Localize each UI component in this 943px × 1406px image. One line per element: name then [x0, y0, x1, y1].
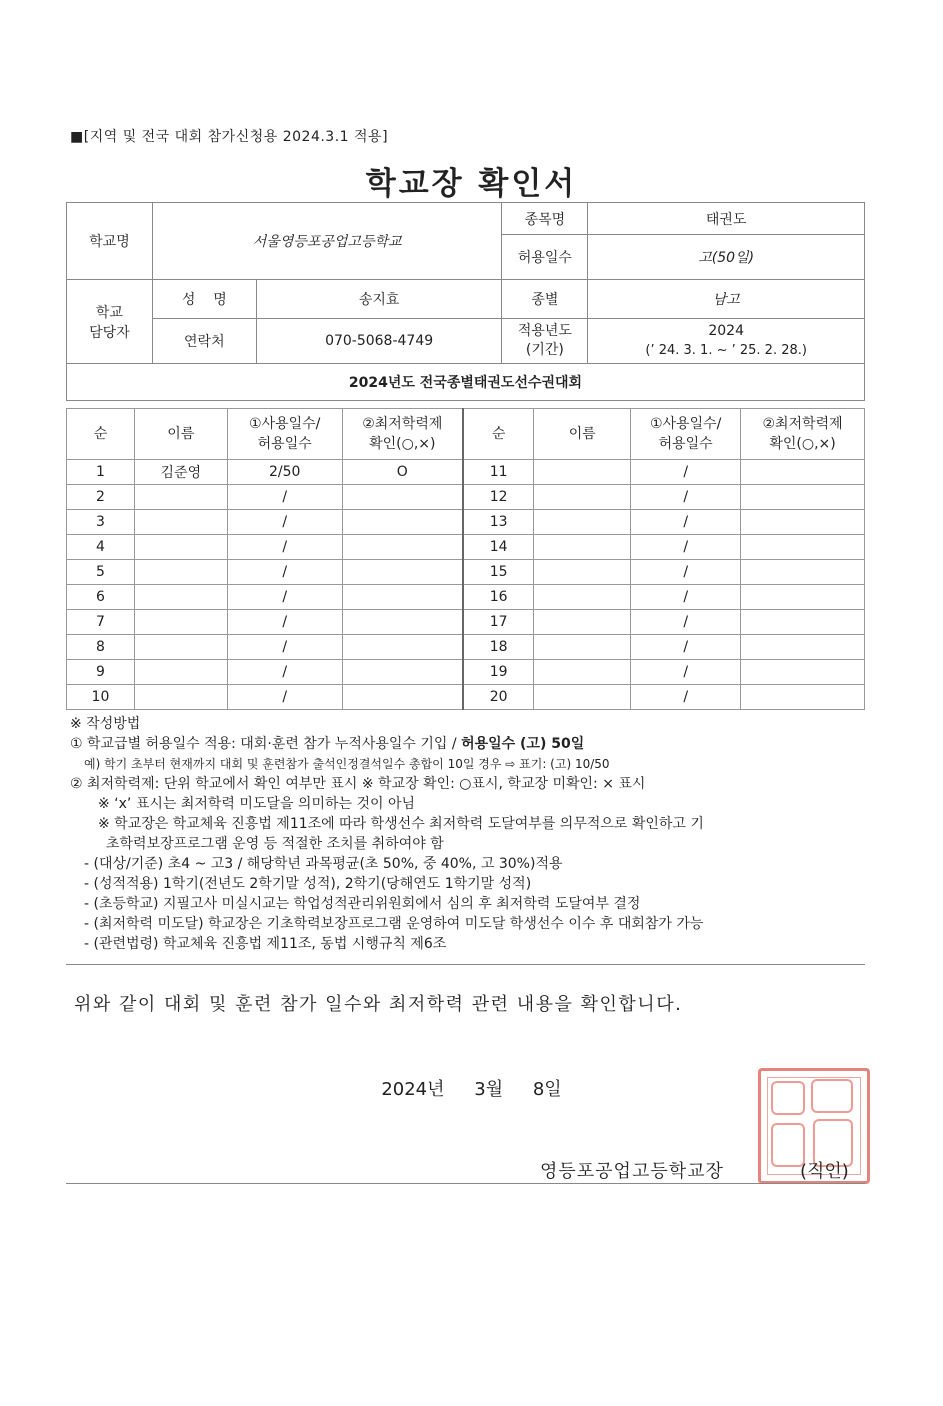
instruction-detail: - (성적적용) 1학기(전년도 2학기말 성적), 2학기(당해연도 1학기말 성적): [84, 876, 532, 892]
form-tag: ■[지역 및 전국 대회 참가신청용 2024.3.1 적용]: [70, 129, 389, 145]
min-academic-check: [342, 560, 463, 585]
used-days: /: [631, 560, 741, 585]
min-academic-check: [342, 585, 463, 610]
athlete-name: [534, 585, 631, 610]
used-days: /: [227, 535, 342, 560]
row-number: 10: [67, 685, 135, 710]
used-days: /: [227, 635, 342, 660]
date-year: 2024년: [381, 1079, 445, 1100]
applied-period-value: (’ 24. 3. 1. ~ ’ 25. 2. 28.): [645, 343, 807, 358]
instruction-detail: - (최저학력 미도달) 학교장은 기초학력보장프로그램 운영하여 미도달 학생선수 이수 후 대회참가 가능: [84, 916, 704, 932]
row-number: 19: [463, 660, 534, 685]
athlete-name: [134, 485, 227, 510]
athlete-list-table: [66, 408, 865, 710]
athlete-name: [134, 635, 227, 660]
min-academic-check: [741, 560, 865, 585]
used-days: /: [631, 660, 741, 685]
divider: [66, 1183, 865, 1184]
row-number: 9: [67, 660, 135, 685]
manager-name-label: 성 명: [152, 280, 256, 319]
athlete-name: [134, 660, 227, 685]
school-name-label: 학교명: [67, 203, 153, 280]
school-name-value: 서울영등포공업고등학교: [152, 203, 502, 280]
confirmation-text: 위와 같이 대회 및 훈련 참가 일수와 최저학력 관련 내용을 확인합니다.: [74, 994, 683, 1015]
min-academic-check: [342, 535, 463, 560]
athlete-row: [67, 460, 865, 485]
allowed-days-value: 고(50일): [588, 235, 865, 280]
athlete-row: [67, 635, 865, 660]
athlete-name: [134, 610, 227, 635]
athlete-name: [534, 485, 631, 510]
athlete-row: [67, 560, 865, 585]
date-day: 8일: [532, 1079, 562, 1100]
min-academic-check: [741, 585, 865, 610]
row-number: 7: [67, 610, 135, 635]
min-academic-check: [741, 460, 865, 485]
col-no-header: 순: [67, 409, 135, 460]
min-academic-check: [342, 485, 463, 510]
athlete-list-header: [67, 409, 865, 460]
min-academic-check: [741, 635, 865, 660]
manager-contact-value: 070-5068-4749: [256, 319, 502, 364]
min-academic-check: [741, 660, 865, 685]
row-number: 18: [463, 635, 534, 660]
athlete-row: [67, 610, 865, 635]
row-number: 8: [67, 635, 135, 660]
used-days: /: [227, 610, 342, 635]
used-days: /: [227, 560, 342, 585]
min-academic-check: [741, 510, 865, 535]
instruction-example: 예) 학기 초부터 현재까지 대회 및 훈련참가 출석인정결석일수 총합이 10일 경우 ⇨ 표기: (고) 10/50: [84, 757, 610, 771]
athlete-row: [67, 585, 865, 610]
used-days: /: [227, 685, 342, 710]
row-number: 1: [67, 460, 135, 485]
min-academic-check: [741, 610, 865, 635]
row-number: 3: [67, 510, 135, 535]
instructions: [70, 714, 870, 954]
col-name-header: 이름: [534, 409, 631, 460]
min-academic-check: [342, 510, 463, 535]
signer-name: 영등포공업고등학교장: [540, 1161, 724, 1182]
athlete-row: [67, 660, 865, 685]
used-days: /: [227, 485, 342, 510]
athlete-name: [534, 535, 631, 560]
row-number: 17: [463, 610, 534, 635]
category-label: 종별: [502, 280, 588, 319]
instruction-note-a: ※ ‘x’ 표시는 최저학력 미도달을 의미하는 것이 아님: [98, 796, 416, 812]
used-days: /: [631, 610, 741, 635]
instructions-heading: ※ 작성방법: [70, 716, 141, 732]
athlete-name: [534, 460, 631, 485]
used-days: /: [227, 510, 342, 535]
row-number: 16: [463, 585, 534, 610]
min-academic-check: [741, 535, 865, 560]
col-check-header: ②최저학력제 확인(○,×): [342, 409, 463, 460]
instruction-detail: - (관련법령) 학교체육 진흥법 제11조, 동법 시행규칙 제6조: [84, 936, 447, 952]
row-number: 2: [67, 485, 135, 510]
min-academic-check: [342, 610, 463, 635]
row-number: 13: [463, 510, 534, 535]
used-days: /: [631, 485, 741, 510]
athlete-name: [534, 660, 631, 685]
col-days-header: ①사용일수/ 허용일수: [631, 409, 741, 460]
athlete-name: [534, 635, 631, 660]
athlete-name: [534, 685, 631, 710]
instruction-detail: - (초등학교) 지필고사 미실시교는 학업성적관리위원회에서 심의 후 최저학력 도달여부 결정: [84, 896, 641, 912]
instruction-item-1: ① 학교급별 허용일수 적용: 대회·훈련 참가 누적사용일수 기입 / 허용일수 (고) 50일: [70, 736, 585, 752]
row-number: 4: [67, 535, 135, 560]
athlete-name: [134, 560, 227, 585]
row-number: 5: [67, 560, 135, 585]
athlete-row: [67, 510, 865, 535]
col-check-header: ②최저학력제 확인(○,×): [741, 409, 865, 460]
athlete-name: [134, 685, 227, 710]
athlete-name: [134, 585, 227, 610]
row-number: 11: [463, 460, 534, 485]
instruction-note-b: ※ 학교장은 학교체육 진흥법 제11조에 따라 학생선수 최저학력 도달여부를 의무적으로 확인하고 기: [98, 816, 704, 832]
event-value: 태권도: [588, 203, 865, 235]
instruction-note-b-cont: 초학력보장프로그램 운영 등 적절한 조치를 취하여야 함: [106, 836, 444, 852]
used-days: /: [227, 585, 342, 610]
used-days: /: [631, 685, 741, 710]
min-academic-check: [741, 685, 865, 710]
row-number: 12: [463, 485, 534, 510]
athlete-name: [134, 535, 227, 560]
row-number: 14: [463, 535, 534, 560]
school-info-table: [66, 202, 865, 401]
athlete-row: [67, 485, 865, 510]
category-value: 남고: [588, 280, 865, 319]
used-days: /: [227, 660, 342, 685]
col-name-header: 이름: [134, 409, 227, 460]
used-days: /: [631, 585, 741, 610]
row-number: 6: [67, 585, 135, 610]
seal-label: (직인): [800, 1161, 849, 1182]
date-month: 3월: [474, 1079, 504, 1100]
used-days: /: [631, 635, 741, 660]
min-academic-check: [342, 660, 463, 685]
col-no-header: 순: [463, 409, 534, 460]
athlete-row: [67, 535, 865, 560]
competition-name: 2024년도 전국종별태권도선수권대회: [67, 364, 865, 401]
used-days: /: [631, 535, 741, 560]
applied-year-label: 적용년도 (기간): [502, 319, 588, 364]
athlete-name: [534, 560, 631, 585]
allowed-days-label: 허용일수: [502, 235, 588, 280]
athlete-name: [134, 510, 227, 535]
manager-label: 학교 담당자: [67, 280, 153, 364]
min-academic-check: O: [342, 460, 463, 485]
applied-year-value: 2024: [708, 323, 744, 339]
used-days: 2/50: [227, 460, 342, 485]
min-academic-check: [342, 635, 463, 660]
row-number: 15: [463, 560, 534, 585]
instruction-detail: - (대상/기준) 초4 ~ 고3 / 해당학년 과목평균(초 50%, 중 40%, 고 30%)적용: [84, 856, 563, 872]
manager-contact-label: 연락처: [152, 319, 256, 364]
used-days: /: [631, 460, 741, 485]
used-days: /: [631, 510, 741, 535]
athlete-row: [67, 685, 865, 710]
divider: [66, 964, 865, 965]
event-label: 종목명: [502, 203, 588, 235]
min-academic-check: [741, 485, 865, 510]
athlete-name: 김준영: [134, 460, 227, 485]
min-academic-check: [342, 685, 463, 710]
row-number: 20: [463, 685, 534, 710]
col-days-header: ①사용일수/ 허용일수: [227, 409, 342, 460]
instruction-item-2: ② 최저학력제: 단위 학교에서 확인 여부만 표시 ※ 학교장 확인: ○표시, 학교장 미확인: × 표시: [70, 776, 646, 792]
document-title: 학교장 확인서: [365, 166, 578, 202]
athlete-name: [534, 610, 631, 635]
athlete-name: [534, 510, 631, 535]
manager-name-value: 송지효: [256, 280, 502, 319]
